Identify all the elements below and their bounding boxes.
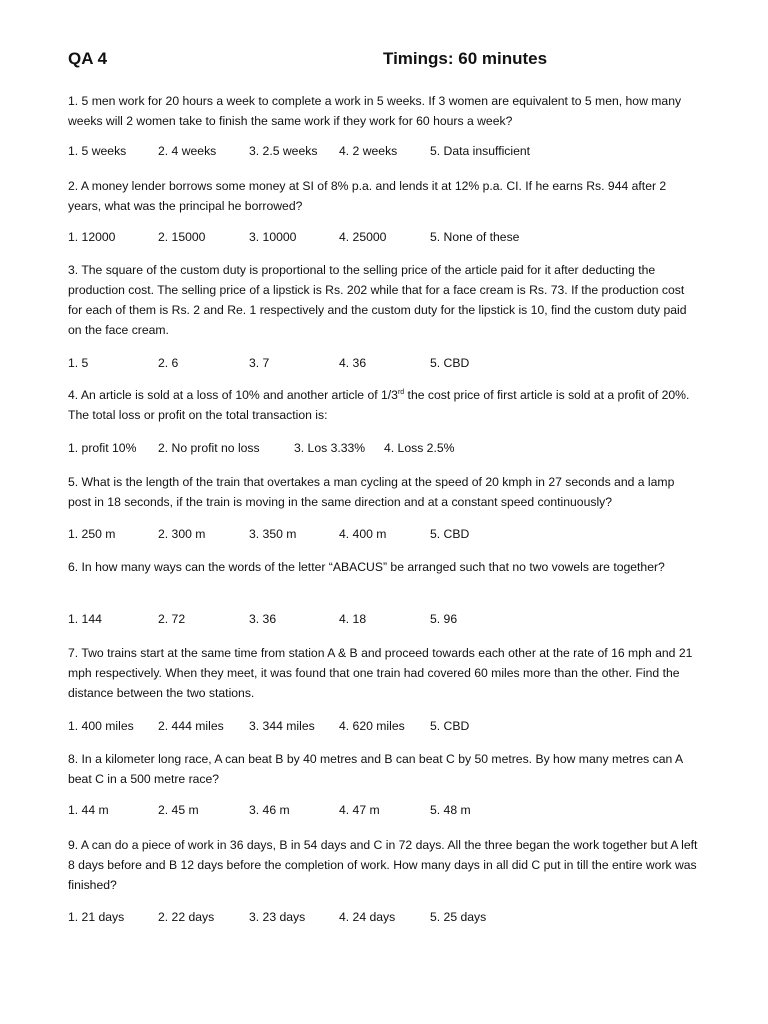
option: 3. 23 days	[249, 910, 306, 924]
question-text-part: 4. An article is sold at a loss of 10% and another article of 1/3	[68, 388, 398, 402]
option: 1. 12000	[68, 230, 116, 244]
option: 5. 96	[430, 612, 458, 626]
option: 2. 22 days	[158, 910, 215, 924]
option: 5. CBD	[430, 719, 470, 733]
option-row	[68, 800, 698, 820]
sheet-header	[68, 49, 700, 73]
option: 2. 4 weeks	[158, 144, 217, 158]
option: 2. 300 m	[158, 527, 206, 541]
option: 1. profit 10%	[68, 441, 137, 455]
question-text: 9. A can do a piece of work in 36 days, B in 54 days and C in 72 days. All the three began the work together but A left 8 days before and B 12 days before the completion of work. How many days in all did C put in till the entire work was finished?	[68, 838, 698, 892]
option: 3. 344 miles	[249, 719, 315, 733]
question-text: 5. What is the length of the train that overtakes a man cycling at the speed of 20 kmph in 27 seconds and a lamp post in 18 seconds, if the train is moving in the same direction and at a constant speed continuously?	[68, 475, 675, 509]
option: 4. 18	[339, 612, 367, 626]
option: 4. 24 days	[339, 910, 396, 924]
option: 1. 5	[68, 356, 89, 370]
option: 4. 400 m	[339, 527, 387, 541]
option: 5. CBD	[430, 356, 470, 370]
option: 3. 7	[249, 356, 270, 370]
option: 4. 2 weeks	[339, 144, 398, 158]
option-row	[68, 716, 698, 736]
option: 1. 400 miles	[68, 719, 134, 733]
option-row	[68, 907, 698, 927]
option: 5. 25 days	[430, 910, 487, 924]
option: 2. 6	[158, 356, 179, 370]
option: 1. 5 weeks	[68, 144, 127, 158]
question-text: 1. 5 men work for 20 hours a week to complete a work in 5 weeks. If 3 women are equivalent to 5 men, how many weeks will 2 women take to finish the same work if they work for 60 hours a week?	[68, 94, 682, 128]
question-text: 6. In how many ways can the words of the letter “ABACUS” be arranged such that no two vowels are together?	[68, 560, 665, 574]
option-row	[68, 438, 698, 458]
option: 1. 144	[68, 612, 102, 626]
option: 3. 36	[249, 612, 277, 626]
option: 5. Data insufficient	[430, 144, 531, 158]
option: 5. None of these	[430, 230, 520, 244]
option: 1. 44 m	[68, 803, 109, 817]
ordinal-suffix: rd	[397, 388, 405, 396]
option: 2. 444 miles	[158, 719, 224, 733]
option: 4. 47 m	[339, 803, 380, 817]
question-text: 8. In a kilometer long race, A can beat B by 40 metres and B can beat C by 50 metres. By how many metres can A beat C in a 500 metre race?	[68, 752, 683, 786]
option-row	[68, 524, 698, 544]
option: 4. 25000	[339, 230, 387, 244]
option: 1. 21 days	[68, 910, 125, 924]
question-text: 2. A money lender borrows some money at SI of 8% p.a. and lends it at 12% p.a. CI. If he earns Rs. 944 after 2 years, what was the principal he borrowed?	[68, 179, 667, 213]
sheet-timing: Timings: 60 minutes	[383, 49, 548, 68]
option-row	[68, 353, 698, 373]
question-text	[68, 385, 698, 425]
question-text-part: the cost price of first article is sold at a profit of 20%. The total loss or profit on the total transaction is:	[68, 388, 690, 422]
option-row	[68, 141, 698, 161]
option: 2. 45 m	[158, 803, 199, 817]
option: 5. CBD	[430, 527, 470, 541]
option: 4. 620 miles	[339, 719, 405, 733]
option: 3. 350 m	[249, 527, 297, 541]
option: 3. Los 3.33%	[294, 441, 366, 455]
option: 3. 2.5 weeks	[249, 144, 318, 158]
option: 1. 250 m	[68, 527, 116, 541]
option: 3. 10000	[249, 230, 297, 244]
option: 3. 46 m	[249, 803, 290, 817]
sheet-title: QA 4	[68, 49, 108, 68]
option: 4. 36	[339, 356, 367, 370]
question-text: 3. The square of the custom duty is proportional to the selling price of the article paid for it after deducting the production cost. The selling price of a lipstick is Rs. 202 while that for a face cream is Rs. 73. If the production cost for each of them is Rs. 2 and Re. 1 respectively and the custom duty for the lipstick is 10, find the custom duty paid on the face cream.	[68, 263, 687, 337]
option: 2. No profit no loss	[158, 441, 260, 455]
option: 2. 15000	[158, 230, 206, 244]
option: 4. Loss 2.5%	[384, 441, 455, 455]
option: 5. 48 m	[430, 803, 471, 817]
option: 2. 72	[158, 612, 186, 626]
question-text: 7. Two trains start at the same time from station A & B and proceed towards each other at the rate of 16 mph and 21 mph respectively. When they meet, it was found that one train had covered 60 miles more than the other. Find the distance between the two stations.	[68, 646, 693, 700]
option-row	[68, 609, 698, 629]
option-row	[68, 227, 698, 247]
